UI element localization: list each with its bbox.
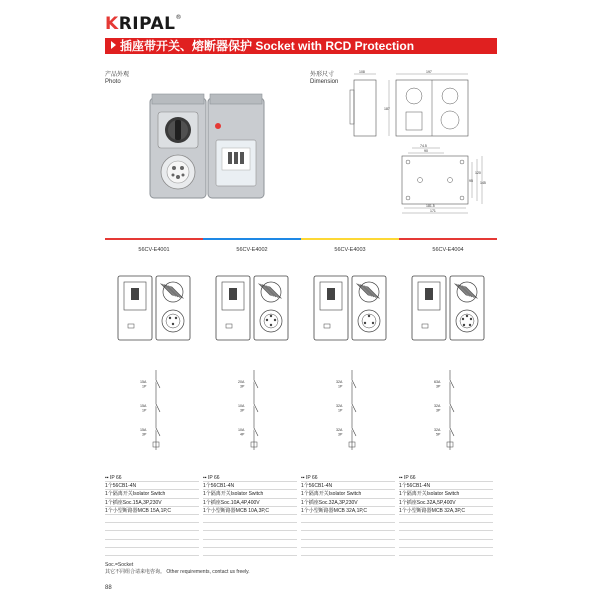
socket-pin	[469, 324, 471, 326]
socket-pin	[463, 324, 465, 326]
spec-line-empty	[301, 540, 395, 548]
spec-line: 1个56CB1-4N	[301, 482, 395, 490]
wiring-poles: 1P	[142, 384, 147, 389]
model-column	[105, 238, 203, 450]
wiring-diagram	[232, 370, 272, 450]
brand-logo	[105, 14, 182, 34]
spec-line: 1个56CB1-4N	[399, 482, 493, 490]
dim-height-front: 187	[384, 107, 390, 111]
dimension-label-cn: 外形尺寸	[310, 72, 335, 78]
socket-pin	[175, 317, 177, 319]
spec-line: 1个隔离开关Isolator Switch	[203, 490, 297, 498]
wiring-rating: 32A	[434, 404, 441, 408]
spec-line-empty	[105, 523, 199, 531]
dim-hole-b: 90	[424, 149, 428, 153]
socket-pin	[270, 315, 272, 317]
switch-contact	[352, 380, 356, 388]
front-view-drawing	[410, 274, 486, 342]
spec-line: 1个小型断路器MCB 32A,3P,C	[399, 507, 493, 515]
wiring-rating: 15A	[140, 428, 147, 432]
dim-side-c: 145	[480, 181, 486, 185]
switch-contact	[450, 380, 454, 388]
spec-line-ip: ▪▪ IP 66	[203, 474, 297, 482]
front-view-drawing	[214, 274, 290, 342]
switch-contact	[156, 404, 160, 412]
indicator-slot	[324, 324, 330, 328]
socket-face	[166, 314, 180, 328]
wiring-rating: 63A	[434, 380, 441, 384]
socket-pin	[372, 322, 374, 324]
wiring-rating: 10A	[238, 428, 245, 432]
wiring-poles: 3P	[240, 408, 245, 413]
wiring-rating: 10A	[238, 404, 245, 408]
enclosure-right	[254, 276, 288, 340]
mcb-toggle	[131, 288, 139, 300]
socket-pin	[368, 315, 370, 317]
wiring-poles: 3P	[142, 432, 147, 437]
indicator-slot	[128, 324, 134, 328]
socket-pin	[270, 324, 272, 326]
spec-line-empty	[301, 523, 395, 531]
wiring-poles: 3P	[436, 384, 441, 389]
socket-pin	[169, 317, 171, 319]
spec-line-empty	[105, 531, 199, 539]
spec-line-empty	[203, 548, 297, 556]
switch-contact	[352, 404, 356, 412]
dim-side-a: 95	[469, 179, 473, 183]
spec-line-empty	[105, 540, 199, 548]
front-view-drawing	[312, 274, 388, 342]
registered-mark: ®	[175, 14, 182, 21]
switch-contact	[450, 404, 454, 412]
wiring-diagram	[428, 370, 468, 450]
enclosure-left	[314, 276, 348, 340]
logo-k: K	[105, 14, 119, 34]
socket-pin	[466, 315, 468, 317]
socket-pin	[274, 319, 276, 321]
wiring-rating: 20A	[238, 380, 245, 384]
abbreviation-note: Soc.=Socket	[105, 562, 134, 568]
wiring-diagram	[330, 370, 370, 450]
spec-column	[203, 474, 301, 556]
socket-ring	[358, 310, 380, 332]
dimension-label	[310, 72, 338, 86]
spec-line: 1个隔离开关Isolator Switch	[301, 490, 395, 498]
wiring-diagram	[134, 370, 174, 450]
product-photo	[148, 92, 266, 202]
switch-contact	[156, 380, 160, 388]
spec-line: 1个插座Soc.32A,3P,230V	[301, 499, 395, 507]
wiring-poles: 4P	[240, 432, 245, 437]
spec-line: 1个插座Soc.10A,4P,400V	[203, 499, 297, 507]
model-columns	[105, 238, 497, 450]
footer-note	[105, 562, 250, 575]
spec-line: 1个小型断路器MCB 32A,1P,C	[301, 507, 395, 515]
spec-line-empty	[203, 531, 297, 539]
switch-contact	[254, 380, 258, 388]
enclosure-right	[450, 276, 484, 340]
dimension-drawing	[340, 66, 490, 216]
spec-column	[301, 474, 399, 556]
wiring-poles: 3P	[338, 432, 343, 437]
socket-ring	[260, 310, 282, 332]
wiring-poles: 1P	[142, 408, 147, 413]
spec-line: 1个隔离开关Isolator Switch	[399, 490, 493, 498]
photo-label	[105, 72, 129, 86]
enclosure-right	[156, 276, 190, 340]
mcb-toggle	[327, 288, 335, 300]
spec-line-empty	[203, 515, 297, 523]
switch-contact	[254, 428, 258, 436]
spec-line-empty	[105, 548, 199, 556]
switch-contact	[254, 404, 258, 412]
spec-line: 1个小型断路器MCB 10A,3P,C	[203, 507, 297, 515]
wiring-poles: 3P	[240, 384, 245, 389]
wiring-poles: 5P	[436, 432, 441, 437]
spec-line-ip: ▪▪ IP 66	[399, 474, 493, 482]
mcb-toggle	[229, 288, 237, 300]
enclosure-right	[352, 276, 386, 340]
enclosure-left	[216, 276, 250, 340]
spec-line-empty	[399, 515, 493, 523]
socket-pin	[266, 319, 268, 321]
wiring-poles: 1P	[338, 408, 343, 413]
switch-contact	[352, 428, 356, 436]
page-number: 88	[105, 585, 112, 591]
spec-line-empty	[203, 523, 297, 531]
spec-line-empty	[301, 531, 395, 539]
model-column	[203, 238, 301, 450]
spec-line-empty	[105, 515, 199, 523]
spec-line-empty	[301, 548, 395, 556]
wiring-poles: 1P	[338, 384, 343, 389]
spec-line-empty	[301, 515, 395, 523]
spec-line-empty	[203, 540, 297, 548]
spec-line: 1个隔离开关Isolator Switch	[105, 490, 199, 498]
title-banner	[105, 38, 497, 54]
spec-lists	[105, 474, 497, 556]
wiring-rating: 15A	[140, 404, 147, 408]
socket-ring	[162, 310, 184, 332]
spec-line: 1个56CB1-4N	[105, 482, 199, 490]
switch-contact	[450, 428, 454, 436]
spec-line-empty	[399, 523, 493, 531]
spec-line: 1个56CB1-4N	[203, 482, 297, 490]
model-code: 56CV-E4002	[203, 238, 301, 260]
model-code: 56CV-E4004	[399, 238, 497, 260]
photo-label-en: Photo	[105, 79, 121, 85]
spec-line-empty	[399, 540, 493, 548]
photo-label-cn: 产品外观	[105, 72, 130, 78]
switch-contact	[156, 428, 160, 436]
spec-column	[399, 474, 497, 556]
enclosure-left	[412, 276, 446, 340]
dim-hole-a: 74.5	[420, 144, 427, 148]
model-code: 56CV-E4001	[105, 238, 203, 260]
enclosure-left	[118, 276, 152, 340]
dim-width-front: 197	[426, 70, 432, 74]
mcb-toggle	[425, 288, 433, 300]
contact-note: 其它不同组合请来电咨询。 Other requirements, contact us freely.	[105, 568, 250, 575]
spec-line: 1个插座Soc.32A,5P,400V	[399, 499, 493, 507]
spec-line-ip: ▪▪ IP 66	[105, 474, 199, 482]
dimension-label-en: Dimension	[310, 79, 339, 85]
logo-text: RIPAL	[118, 14, 176, 34]
indicator-slot	[226, 324, 232, 328]
spec-line-ip: ▪▪ IP 66	[301, 474, 395, 482]
wiring-rating: 32A	[336, 404, 343, 408]
dim-bottom-b: 171	[430, 209, 436, 213]
spec-column	[105, 474, 203, 556]
wiring-poles: 3P	[436, 408, 441, 413]
triangle-icon	[111, 41, 116, 49]
dim-side-b: 120	[475, 171, 481, 175]
indicator-slot	[422, 324, 428, 328]
wiring-rating: 32A	[336, 428, 343, 432]
socket-pin	[172, 323, 174, 325]
page-title: 插座带开关、熔断器保护 Socket with RCD Protection	[120, 39, 415, 53]
wiring-rating: 32A	[434, 428, 441, 432]
model-column	[301, 238, 399, 450]
socket-pin	[462, 318, 464, 320]
wiring-rating: 15A	[140, 380, 147, 384]
dim-width-side: 108	[359, 70, 365, 74]
socket-pin	[364, 322, 366, 324]
socket-ring	[456, 310, 478, 332]
socket-pin	[470, 318, 472, 320]
spec-line-empty	[399, 531, 493, 539]
spec-line-empty	[399, 548, 493, 556]
model-column	[399, 238, 497, 450]
model-code: 56CV-E4003	[301, 238, 399, 260]
spec-line: 1个插座Soc.15A,3P,230V	[105, 499, 199, 507]
dim-bottom-a: 181.5	[426, 204, 435, 208]
wiring-rating: 32A	[336, 380, 343, 384]
front-view-drawing	[116, 274, 192, 342]
spec-line: 1个小型断路器MCB 15A,1P,C	[105, 507, 199, 515]
